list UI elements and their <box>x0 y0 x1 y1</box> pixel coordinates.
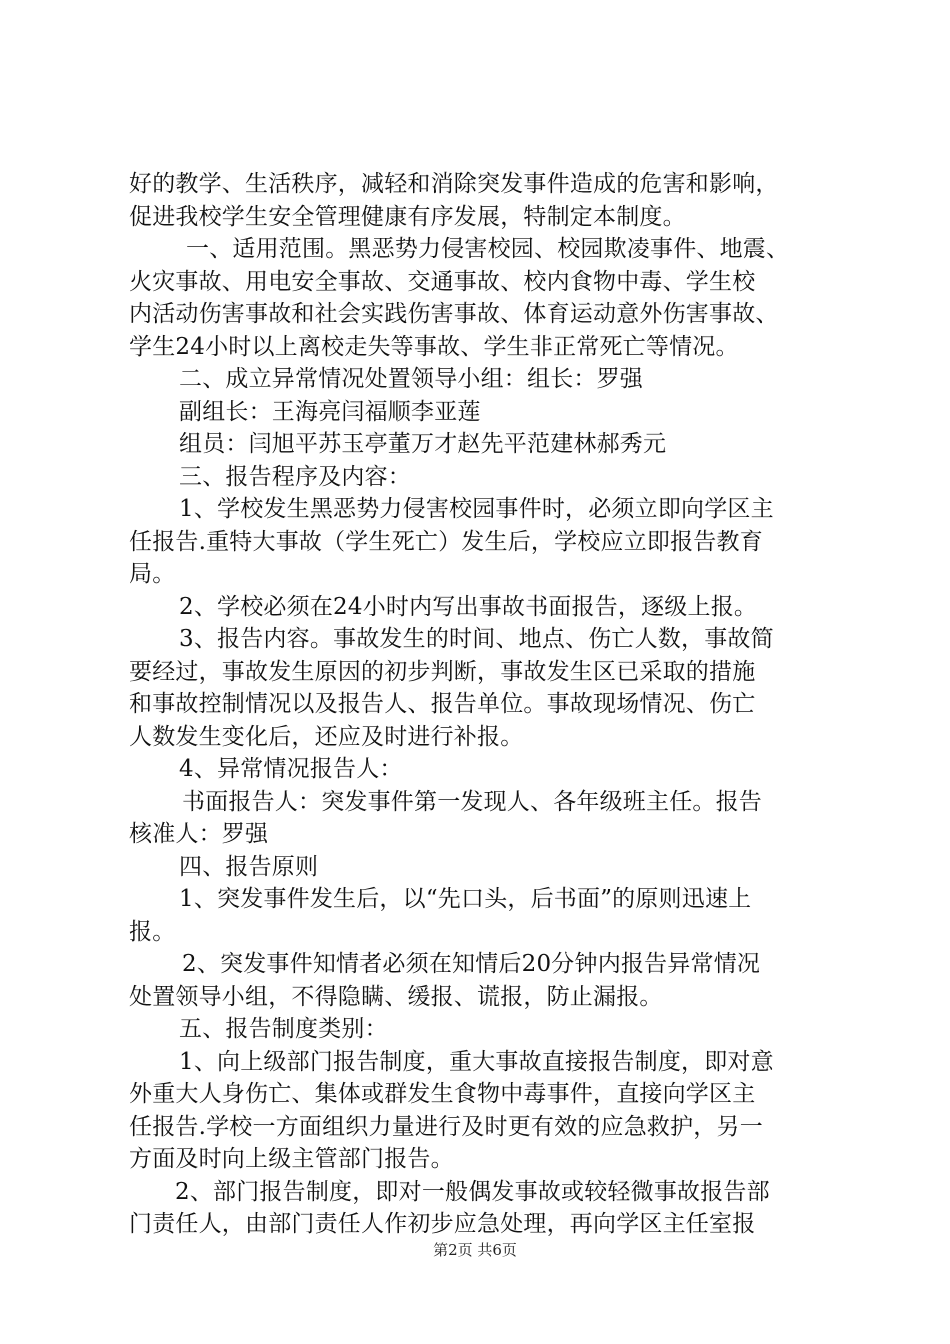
text-line: 内活动伤害事故和社会实践伤害事故、体育运动意外伤害事故、 <box>129 301 779 327</box>
text-line: 任报告.学校一方面组织力量进行及时更有效的应急救护，另一 <box>129 1113 763 1140</box>
text-line: 书面报告人：突发事件第一发现人、各年级班主任。报告 <box>182 788 762 815</box>
section-heading-principle: 四、报告原则 <box>179 853 319 880</box>
text-line: 副组长：王海亮闫福顺李亚莲 <box>179 398 481 425</box>
text-line: 4、异常情况报告人： <box>179 756 403 782</box>
text-line: 促进我校学生安全管理健康有序发展，特制定本制度。 <box>129 203 686 230</box>
page-footer: 第2页 共6页 <box>433 1241 517 1259</box>
text-line: 要经过，事故发生原因的初步判断，事故发生区已采取的措施 <box>129 658 756 685</box>
section-heading-procedure: 三、报告程序及内容： <box>179 463 411 490</box>
text-line: 1、突发事件发生后，以“先口头，后书面”的原则迅速上 <box>179 886 752 912</box>
section-heading-categories: 五、报告制度类别： <box>179 1016 388 1042</box>
text-line: 方面及时向上级主管部门报告。 <box>129 1146 454 1172</box>
text-line: 外重大人身伤亡、集体或群发生食物中毒事件，直接向学区主 <box>129 1081 756 1107</box>
text-line: 和事故控制情况以及报告人、报告单位。事故现场情况、伤亡 <box>129 691 756 717</box>
text-line: 任报告.重特大事故（学生死亡）发生后，学校应立即报告教育 <box>129 528 763 555</box>
text-line: 3、报告内容。事故发生的时间、地点、伤亡人数，事故简 <box>179 626 774 652</box>
text-line: 报。 <box>129 918 176 945</box>
text-line: 1、学校发生黑恶势力侵害校园事件时，必须立即向学区主 <box>179 496 774 522</box>
text-line: 好的教学、生活秩序，减轻和消除突发事件造成的危害和影响， <box>129 171 779 197</box>
text-line: 人数发生变化后，还应及时进行补报。 <box>129 723 524 750</box>
text-line: 1、向上级部门报告制度，重大事故直接报告制度，即对意 <box>179 1048 774 1075</box>
text-line: 火灾事故、用电安全事故、交通事故、校内食物中毒、学生校 <box>129 268 756 295</box>
text-line: 处置领导小组，不得隐瞒、缓报、谎报，防止漏报。 <box>129 983 663 1010</box>
text-line: 2、突发事件知情者必须在知情后20分钟内报告异常情况 <box>182 951 761 977</box>
text-line: 局。 <box>129 561 176 587</box>
section-heading-team: 二、成立异常情况处置领导小组：组长：罗强 <box>179 366 643 392</box>
text-line: 组员：闫旭平苏玉亭董万才赵先平范建林郝秀元 <box>179 431 667 457</box>
text-line: 核准人：罗强 <box>129 821 269 847</box>
text-line: 门责任人，由部门责任人作初步应急处理，再向学区主任室报 <box>129 1211 756 1237</box>
section-heading-scope: 一、适用范围。黑恶势力侵害校园、校园欺凌事件、地震、 <box>186 236 790 262</box>
text-line: 2、部门报告制度，即对一般偶发事故或较轻微事故报告部 <box>175 1178 770 1205</box>
text-line: 2、学校必须在24小时内写出事故书面报告，逐级上报。 <box>179 593 758 620</box>
text-line: 学生24小时以上离校走失等事故、学生非正常死亡等情况。 <box>129 333 739 360</box>
document-body <box>129 168 834 1241</box>
